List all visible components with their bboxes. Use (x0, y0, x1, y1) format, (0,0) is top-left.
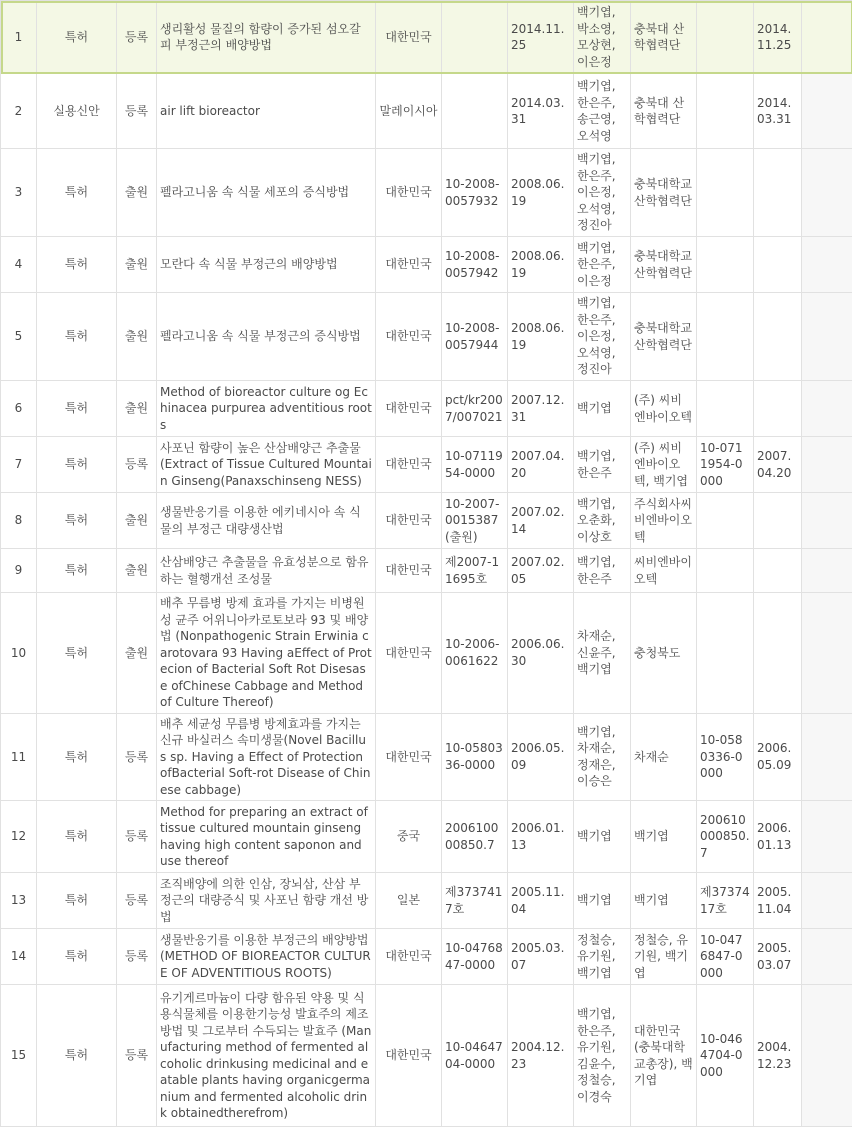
application-date-cell: 2014.11.25 (508, 1, 574, 74)
application-date-cell: 2007.12.31 (508, 381, 574, 437)
empty-cell (802, 1, 852, 74)
country-cell: 대한민국 (376, 713, 442, 801)
patent-type-cell: 특허 (37, 437, 117, 493)
empty-cell (802, 713, 852, 801)
registration-number-cell: 10-0711954-0000 (697, 437, 754, 493)
patent-status-cell: 출원 (117, 593, 157, 714)
row-number-cell: 6 (1, 381, 37, 437)
application-number-cell: 10-0476847-0000 (442, 929, 508, 985)
application-number-cell: 제3737417호 (442, 873, 508, 929)
table-row (1, 549, 852, 593)
inventors-cell: 백기엽, 한은주, 이은정, 오석영, 정진아 (574, 149, 631, 237)
registration-date-cell: 2014.03.31 (754, 74, 802, 149)
patent-status-cell: 출원 (117, 237, 157, 293)
empty-cell (802, 549, 852, 593)
country-cell: 말레이시아 (376, 74, 442, 149)
application-number-cell (442, 1, 508, 74)
patent-title-cell: Method of bioreactor culture og Echinacea purpurea adventitious roots (157, 381, 376, 437)
patent-title-cell: 배추 무름병 방제 효과를 가지는 비병원성 균주 어위니아카로토보라 93 및 배양법 (Nonpathogenic Strain Erwinia carotovara 93 Having aEffect of Protecion of Bacterial Soft Rot Disesase ofChinese Cabbage and Method of Culture Thereof) (157, 593, 376, 714)
inventors-cell: 백기엽 (574, 801, 631, 873)
registration-number-cell: 10-0464704-0000 (697, 985, 754, 1127)
inventors-cell: 백기엽 (574, 873, 631, 929)
inventors-cell: 백기엽, 오춘화, 이상호 (574, 493, 631, 549)
row-number-cell: 8 (1, 493, 37, 549)
application-number-cell (442, 74, 508, 149)
registration-number-cell: 10-0476847-0000 (697, 929, 754, 985)
country-cell: 대한민국 (376, 985, 442, 1127)
patent-type-cell: 특허 (37, 713, 117, 801)
patent-title-cell: 모란다 속 식물 부정근의 배양방법 (157, 237, 376, 293)
patent-title-cell: 생물반응기를 이용한 에키네시아 속 식물의 부정근 대량생산법 (157, 493, 376, 549)
registration-date-cell: 2006.01.13 (754, 801, 802, 873)
row-number-cell: 10 (1, 593, 37, 714)
registration-date-cell: 2005.11.04 (754, 873, 802, 929)
table-row (1, 801, 852, 873)
patent-status-cell: 출원 (117, 293, 157, 381)
rights-holder-cell: (주) 씨비엔바이오텍 (631, 381, 697, 437)
empty-cell (802, 437, 852, 493)
patent-type-cell: 특허 (37, 985, 117, 1127)
application-number-cell: 10-2008-0057942 (442, 237, 508, 293)
row-number-cell: 4 (1, 237, 37, 293)
patent-status-cell: 등록 (117, 873, 157, 929)
empty-cell (802, 929, 852, 985)
application-number-cell: 10-0464704-0000 (442, 985, 508, 1127)
registration-date-cell: 2004.12.23 (754, 985, 802, 1127)
patent-status-cell: 등록 (117, 713, 157, 801)
application-number-cell: 10-2008-0057944 (442, 293, 508, 381)
application-date-cell: 2014.03.31 (508, 74, 574, 149)
patent-type-cell: 특허 (37, 801, 117, 873)
registration-number-cell (697, 1, 754, 74)
application-date-cell: 2007.02.14 (508, 493, 574, 549)
registration-number-cell: 10-0580336-0000 (697, 713, 754, 801)
table-row (1, 713, 852, 801)
country-cell: 대한민국 (376, 593, 442, 714)
inventors-cell: 백기엽, 한은주 (574, 549, 631, 593)
row-number-cell: 7 (1, 437, 37, 493)
patent-status-cell: 출원 (117, 149, 157, 237)
registration-number-cell: 200610000850.7 (697, 801, 754, 873)
country-cell: 대한민국 (376, 149, 442, 237)
registration-number-cell (697, 549, 754, 593)
patent-status-cell: 등록 (117, 437, 157, 493)
patent-status-cell: 등록 (117, 801, 157, 873)
table-row (1, 149, 852, 237)
patent-status-cell: 등록 (117, 74, 157, 149)
rights-holder-cell: 차재순 (631, 713, 697, 801)
patent-type-cell: 특허 (37, 929, 117, 985)
row-number-cell: 5 (1, 293, 37, 381)
rights-holder-cell: 충북대학교 산학협력단 (631, 149, 697, 237)
row-number-cell: 15 (1, 985, 37, 1127)
application-date-cell: 2006.05.09 (508, 713, 574, 801)
empty-cell (802, 801, 852, 873)
patent-type-cell: 특허 (37, 873, 117, 929)
patent-status-cell: 출원 (117, 493, 157, 549)
table-row (1, 74, 852, 149)
registration-date-cell: 2014.11.25 (754, 1, 802, 74)
inventors-cell: 차재순, 신윤주, 백기엽 (574, 593, 631, 714)
rights-holder-cell: 충북대학교 산학협력단 (631, 293, 697, 381)
registration-date-cell (754, 149, 802, 237)
row-number-cell: 2 (1, 74, 37, 149)
patent-title-cell: Method for preparing an extract of tissue cultured mountain ginseng having high content saponon and use thereof (157, 801, 376, 873)
application-date-cell: 2008.06.19 (508, 149, 574, 237)
registration-number-cell (697, 149, 754, 237)
application-date-cell: 2005.11.04 (508, 873, 574, 929)
registration-number-cell (697, 593, 754, 714)
inventors-cell: 정철승, 유기원, 백기엽 (574, 929, 631, 985)
registration-date-cell (754, 237, 802, 293)
application-date-cell: 2008.06.19 (508, 293, 574, 381)
patent-title-cell: 생리활성 물질의 함량이 증가된 섬오갈피 부정근의 배양방법 (157, 1, 376, 74)
registration-date-cell (754, 549, 802, 593)
patent-status-cell: 출원 (117, 381, 157, 437)
empty-cell (802, 381, 852, 437)
inventors-cell: 백기엽, 한은주, 이은정 (574, 237, 631, 293)
country-cell: 대한민국 (376, 493, 442, 549)
patent-title-cell: 생물반응기를 이용한 부정근의 배양방법 (METHOD OF BIOREACTOR CULTURE OF ADVENTITIOUS ROOTS) (157, 929, 376, 985)
patent-title-cell: 펠라고니움 속 식물 부정근의 증식방법 (157, 293, 376, 381)
rights-holder-cell: 충북대 산학협력단 (631, 1, 697, 74)
application-number-cell: 제2007-11695호 (442, 549, 508, 593)
rights-holder-cell: 백기엽 (631, 801, 697, 873)
table-row (1, 873, 852, 929)
country-cell: 대한민국 (376, 1, 442, 74)
patent-status-cell: 등록 (117, 1, 157, 74)
country-cell: 대한민국 (376, 293, 442, 381)
registration-number-cell (697, 381, 754, 437)
registration-number-cell (697, 493, 754, 549)
rights-holder-cell: 충북대학교 산학협력단 (631, 237, 697, 293)
application-number-cell: 10-2007-0015387(출원) (442, 493, 508, 549)
application-date-cell: 2004.12.23 (508, 985, 574, 1127)
table-row (1, 1, 852, 74)
rights-holder-cell: 대한민국(충북대학교총장), 백기엽 (631, 985, 697, 1127)
application-date-cell: 2005.03.07 (508, 929, 574, 985)
patent-status-cell: 출원 (117, 549, 157, 593)
empty-cell (802, 74, 852, 149)
patent-table-body (1, 1, 852, 1127)
rights-holder-cell: 주식회사씨비엔바이오텍 (631, 493, 697, 549)
empty-cell (802, 149, 852, 237)
row-number-cell: 14 (1, 929, 37, 985)
patent-type-cell: 특허 (37, 237, 117, 293)
patent-type-cell: 특허 (37, 149, 117, 237)
application-date-cell: 2007.02.05 (508, 549, 574, 593)
inventors-cell: 백기엽, 차재순, 정재은, 이승은 (574, 713, 631, 801)
table-row (1, 493, 852, 549)
registration-date-cell (754, 593, 802, 714)
application-date-cell: 2006.06.30 (508, 593, 574, 714)
inventors-cell: 백기엽, 한은주 (574, 437, 631, 493)
patent-type-cell: 특허 (37, 293, 117, 381)
row-number-cell: 1 (1, 1, 37, 74)
patent-title-cell: 조직배양에 의한 인삼, 장뇌삼, 산삼 부정근의 대량증식 및 사포닌 함량 개선 방법 (157, 873, 376, 929)
application-date-cell: 2008.06.19 (508, 237, 574, 293)
inventors-cell: 백기엽, 박소영, 모상현, 이은정 (574, 1, 631, 74)
patent-type-cell: 실용신안 (37, 74, 117, 149)
table-row (1, 237, 852, 293)
registration-date-cell: 2007.04.20 (754, 437, 802, 493)
patent-title-cell: 유기게르마늄이 다량 함유된 약용 및 식용식물체를 이용한기능성 발효주의 제조방법 및 그로부터 수득되는 발효주 (Manufacturing method of fermented alcoholic drinkusing medicinal and eatable plants having organicgermanium and fermented alcoholic drink obtainedtherefrom) (157, 985, 376, 1127)
empty-cell (802, 237, 852, 293)
patent-title-cell: 산삼배양근 추출물을 유효성분으로 함유하는 혈행개선 조성물 (157, 549, 376, 593)
rights-holder-cell: (주) 씨비엔바이오텍, 백기엽 (631, 437, 697, 493)
row-number-cell: 13 (1, 873, 37, 929)
inventors-cell: 백기엽 (574, 381, 631, 437)
patent-title-cell: 사포닌 함량이 높은 산삼배양근 추출물 (Extract of Tissue Cultured Mountain Ginseng(Panaxschinseng NESS) (157, 437, 376, 493)
empty-cell (802, 493, 852, 549)
empty-cell (802, 985, 852, 1127)
country-cell: 대한민국 (376, 237, 442, 293)
country-cell: 대한민국 (376, 929, 442, 985)
table-row (1, 593, 852, 714)
table-row (1, 985, 852, 1127)
application-number-cell: 200610000850.7 (442, 801, 508, 873)
registration-date-cell: 2006.05.09 (754, 713, 802, 801)
patent-title-cell: 배추 세균성 무름병 방제효과를 가지는 신규 바실러스 속미생물(Novel Bacillus sp. Having a Effect of Protection ofBacterial Soft-rot Disease of Chinese cabbage) (157, 713, 376, 801)
rights-holder-cell: 씨비엔바이오텍 (631, 549, 697, 593)
row-number-cell: 12 (1, 801, 37, 873)
empty-cell (802, 873, 852, 929)
patent-type-cell: 특허 (37, 549, 117, 593)
patent-type-cell: 특허 (37, 493, 117, 549)
registration-number-cell (697, 74, 754, 149)
table-row (1, 437, 852, 493)
country-cell: 대한민국 (376, 549, 442, 593)
table-row (1, 293, 852, 381)
patent-type-cell: 특허 (37, 1, 117, 74)
rights-holder-cell: 정철승, 유기원, 백기엽 (631, 929, 697, 985)
patent-title-cell: air lift bioreactor (157, 74, 376, 149)
patent-type-cell: 특허 (37, 593, 117, 714)
application-number-cell: pct/kr2007/007021 (442, 381, 508, 437)
application-number-cell: 10-2006-0061622 (442, 593, 508, 714)
rights-holder-cell: 백기엽 (631, 873, 697, 929)
empty-cell (802, 593, 852, 714)
patent-type-cell: 특허 (37, 381, 117, 437)
table-row (1, 929, 852, 985)
registration-number-cell: 제3737417호 (697, 873, 754, 929)
country-cell: 일본 (376, 873, 442, 929)
inventors-cell: 백기엽, 한은주, 송근영, 오석영 (574, 74, 631, 149)
application-date-cell: 2006.01.13 (508, 801, 574, 873)
country-cell: 중국 (376, 801, 442, 873)
country-cell: 대한민국 (376, 381, 442, 437)
rights-holder-cell: 충북대 산학협력단 (631, 74, 697, 149)
registration-number-cell (697, 293, 754, 381)
patent-status-cell: 등록 (117, 985, 157, 1127)
empty-cell (802, 293, 852, 381)
row-number-cell: 11 (1, 713, 37, 801)
inventors-cell: 백기엽, 한은주, 이은정, 오석영, 정진아 (574, 293, 631, 381)
row-number-cell: 9 (1, 549, 37, 593)
registration-date-cell: 2005.03.07 (754, 929, 802, 985)
row-number-cell: 3 (1, 149, 37, 237)
registration-date-cell (754, 381, 802, 437)
country-cell: 대한민국 (376, 437, 442, 493)
rights-holder-cell: 충청북도 (631, 593, 697, 714)
inventors-cell: 백기엽, 한은주, 유기원, 김윤수, 정철승, 이경숙 (574, 985, 631, 1127)
patent-status-cell: 등록 (117, 929, 157, 985)
table-row (1, 381, 852, 437)
registration-date-cell (754, 493, 802, 549)
registration-number-cell (697, 237, 754, 293)
application-number-cell: 10-0580336-0000 (442, 713, 508, 801)
application-number-cell: 10-2008-0057932 (442, 149, 508, 237)
patent-title-cell: 펠라고니움 속 식물 세포의 증식방법 (157, 149, 376, 237)
application-date-cell: 2007.04.20 (508, 437, 574, 493)
registration-date-cell (754, 293, 802, 381)
application-number-cell: 10-0711954-0000 (442, 437, 508, 493)
